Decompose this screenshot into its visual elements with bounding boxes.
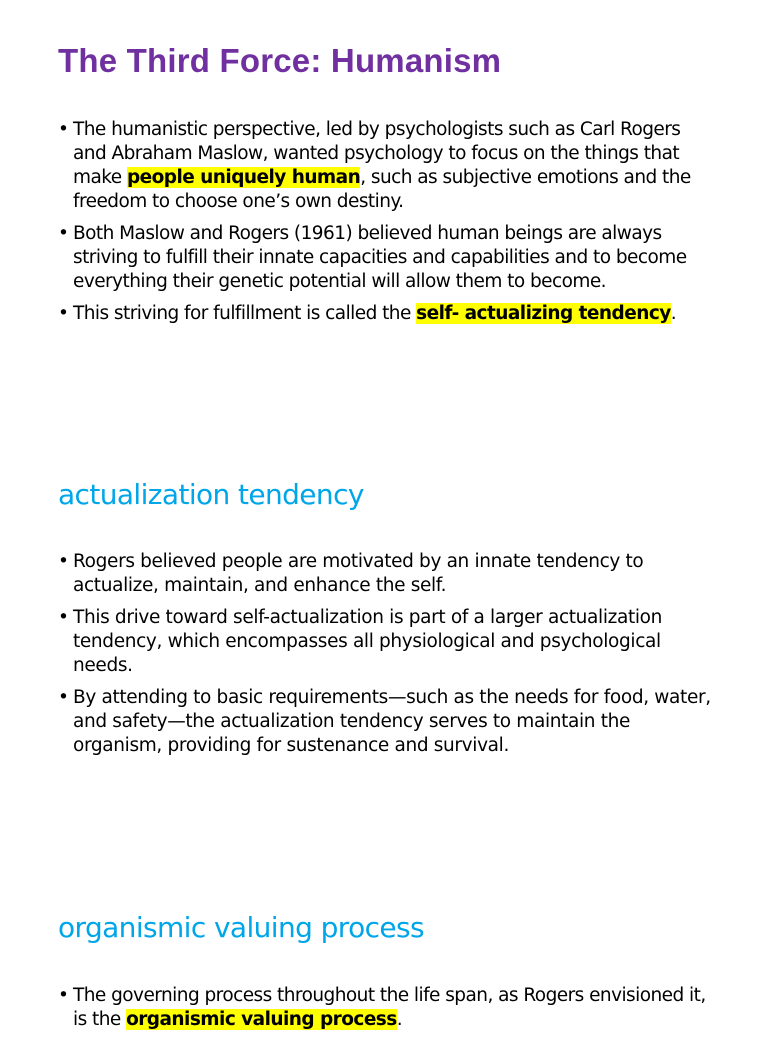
bullet-icon: •: [58, 119, 69, 140]
bullet-text: By attending to basic requirements—such as the needs for food, water, and safety—the actualization tendency serves to maintain the organism, providing for sustenance and survival.: [73, 687, 711, 756]
highlighted-term: people uniquely human: [126, 167, 361, 188]
highlighted-term: organismic valuing process: [126, 1009, 397, 1030]
slide-title: actualization tendency: [58, 478, 364, 511]
bullet-text: This striving for fulfillment is called the: [73, 303, 417, 324]
bullet-icon: •: [58, 551, 69, 572]
bullet-text: .: [396, 1009, 403, 1030]
bullet-text: Both Maslow and Rogers (1961) believed human beings are always striving to fulfill their innate capacities and capabilities and to become everything their genetic potential will allow them to become.: [73, 223, 687, 292]
bullet-list: [58, 984, 718, 1040]
bullet-text: Rogers believed people are motivated by an innate tendency to actualize, maintain, and enhance the self.: [73, 551, 644, 596]
bullet-icon: •: [58, 985, 69, 1006]
bullet-icon: •: [58, 687, 69, 708]
highlighted-term: self- actualizing tendency: [416, 303, 671, 324]
bullet-text: This drive toward self-actualization is part of a larger actualization tendency, which encompasses all physiological and psychological needs.: [73, 607, 662, 676]
slide-title: The Third Force: Humanism: [58, 42, 502, 79]
bullet-text: The governing process throughout the life span, as Rogers envisioned it, is the: [73, 985, 706, 1030]
bullet-text: The humanistic perspective, led by psychologists such as Carl Rogers and Abraham Maslow, wanted psychology to focus on the things that make: [73, 119, 681, 188]
bullet-icon: •: [58, 303, 69, 324]
slide-title: organismic valuing process: [58, 911, 424, 944]
list-item: [58, 984, 718, 1032]
bullet-icon: •: [58, 223, 69, 244]
bullet-icon: •: [58, 607, 69, 628]
bullet-text: , such as subjective emotions and the freedom to choose one’s own destiny.: [73, 167, 691, 212]
bullet-text: .: [670, 303, 677, 324]
